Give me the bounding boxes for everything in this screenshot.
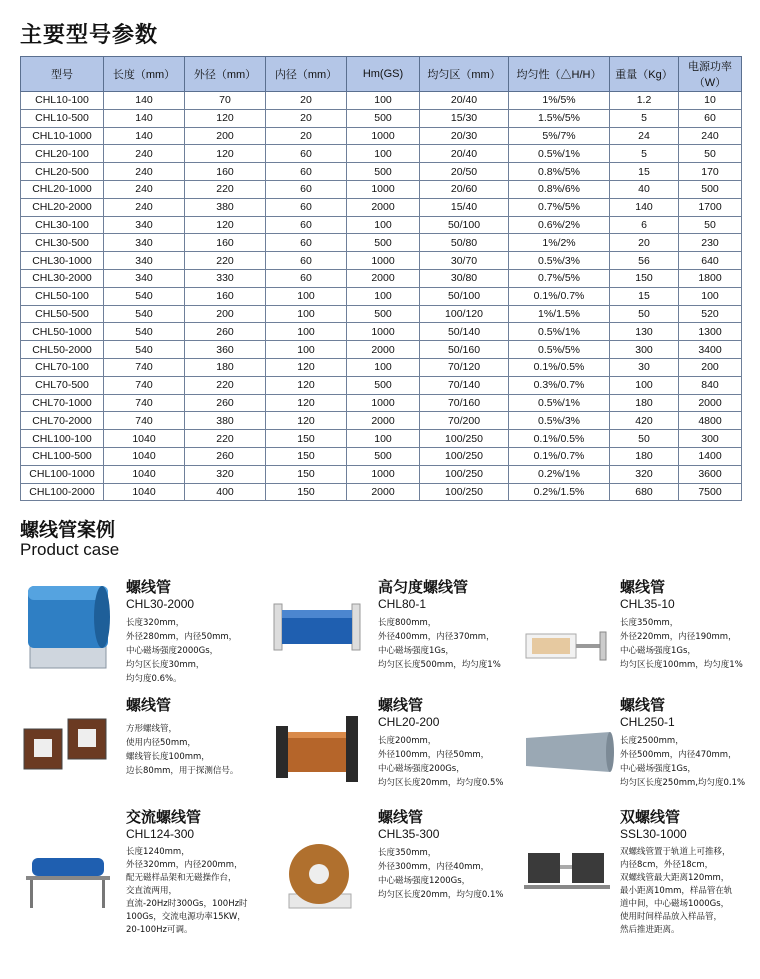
table-cell: CHL30-2000	[21, 269, 104, 287]
table-cell: 260	[185, 323, 266, 341]
table-cell: 1000	[347, 323, 420, 341]
table-cell: 120	[266, 376, 347, 394]
table-cell: 100	[610, 376, 679, 394]
table-row	[21, 145, 742, 163]
table-cell: 1000	[347, 180, 420, 198]
table-cell: 6	[610, 216, 679, 234]
table-cell: 540	[104, 305, 185, 323]
table-cell: 20/60	[420, 180, 509, 198]
table-cell: 40	[610, 180, 679, 198]
table-cell: 50/80	[420, 234, 509, 252]
table-cell: 0.5%/3%	[509, 412, 610, 430]
table-cell: 500	[347, 163, 420, 181]
case-card	[126, 808, 271, 937]
table-cell: 20	[266, 92, 347, 110]
table-cell: 100	[347, 92, 420, 110]
case-title: 螺线管	[378, 696, 424, 714]
table-cell: 0.2%/1%	[509, 465, 610, 483]
case-card	[620, 696, 758, 790]
case-desc: 长度1240mm， 外径320mm，内径200mm， 配无磁样品架和无磁操作台， 交直流两用， 直流-20Hz时300Gs，100Hz时 100Gs，交流电源功率15KW， 20-100Hz可调。	[126, 847, 248, 935]
table-cell: 100	[266, 305, 347, 323]
table-cell: 500	[347, 447, 420, 465]
table-cell: 240	[679, 127, 742, 145]
case-card	[126, 578, 266, 686]
col-header: Hm(GS)	[347, 57, 420, 92]
case-card	[378, 578, 528, 672]
table-cell: 380	[185, 412, 266, 430]
table-cell: 100	[347, 145, 420, 163]
table-cell: 60	[266, 145, 347, 163]
table-cell: 180	[610, 394, 679, 412]
case-model: SSL30-1000	[620, 827, 687, 841]
col-header: 均匀性（△H/H）	[509, 57, 610, 92]
case-desc: 长度350mm， 外径300mm，内径40mm， 中心磁场强度1200Gs， 均匀区长度20mm，均匀度0.1%	[378, 848, 504, 900]
col-header: 内径（mm）	[266, 57, 347, 92]
table-cell: CHL20-100	[21, 145, 104, 163]
table-cell: 240	[104, 145, 185, 163]
table-cell: 1040	[104, 430, 185, 448]
table-row	[21, 430, 742, 448]
table-cell: 100	[266, 341, 347, 359]
table-cell: 520	[679, 305, 742, 323]
table-cell: CHL10-500	[21, 109, 104, 127]
table-cell: 50/140	[420, 323, 509, 341]
table-cell: 100/250	[420, 465, 509, 483]
table-row	[21, 252, 742, 270]
table-cell: CHL50-500	[21, 305, 104, 323]
table-cell: 680	[610, 483, 679, 501]
table-cell: 50/100	[420, 216, 509, 234]
table-cell: 240	[104, 180, 185, 198]
table-cell: 1000	[347, 127, 420, 145]
case-title: 交流螺线管	[126, 808, 202, 826]
table-cell: CHL50-1000	[21, 323, 104, 341]
table-row	[21, 305, 742, 323]
table-cell: 140	[104, 92, 185, 110]
case-title: 螺线管	[378, 808, 424, 826]
copper-coil-image	[272, 712, 362, 787]
table-cell: CHL30-1000	[21, 252, 104, 270]
table-cell: 70/200	[420, 412, 509, 430]
table-cell: 20	[266, 127, 347, 145]
table-cell: 320	[185, 465, 266, 483]
table-cell: 3600	[679, 465, 742, 483]
table-cell: CHL10-100	[21, 92, 104, 110]
table-cell: 120	[185, 216, 266, 234]
table-row	[21, 92, 742, 110]
table-cell: 0.5%/3%	[509, 252, 610, 270]
table-cell: CHL70-2000	[21, 412, 104, 430]
table-cell: 140	[610, 198, 679, 216]
table-cell: 15/40	[420, 198, 509, 216]
table-cell: 1700	[679, 198, 742, 216]
table-cell: 20/50	[420, 163, 509, 181]
table-cell: 0.1%/0.5%	[509, 358, 610, 376]
table-cell: CHL50-2000	[21, 341, 104, 359]
table-cell: 500	[347, 376, 420, 394]
table-cell: 1%/5%	[509, 92, 610, 110]
table-cell: 0.1%/0.7%	[509, 447, 610, 465]
case-desc: 双螺线管置于轨道上可推移， 内径8cm，外径18cm， 双螺线管最大距离120mm， 最小距离10mm，样品管在轨 道中间，中心磁场1000Gs， 使用时间样品放入样品管， 然后推进距离。	[620, 847, 733, 935]
table-cell: 100	[679, 287, 742, 305]
table-cell: 150	[266, 430, 347, 448]
table-row	[21, 394, 742, 412]
table-row	[21, 287, 742, 305]
table-cell: 500	[347, 234, 420, 252]
table-cell: 2000	[347, 341, 420, 359]
table-cell: 100	[347, 430, 420, 448]
long-grey-tube-image	[522, 728, 614, 778]
ac-solenoid-table-image	[22, 848, 114, 910]
table-cell: 0.8%/6%	[509, 180, 610, 198]
table-cell: 56	[610, 252, 679, 270]
case-model: CHL35-10	[620, 597, 675, 611]
table-cell: 50	[610, 430, 679, 448]
table-cell: 0.8%/5%	[509, 163, 610, 181]
table-row	[21, 341, 742, 359]
case-title: 螺线管	[126, 696, 172, 714]
table-cell: 160	[185, 163, 266, 181]
table-cell: 1%/1.5%	[509, 305, 610, 323]
case-title: 螺线管	[126, 578, 172, 596]
table-cell: 2000	[347, 483, 420, 501]
table-cell: CHL100-100	[21, 430, 104, 448]
table-cell: 3400	[679, 341, 742, 359]
table-cell: 0.5%/1%	[509, 323, 610, 341]
table-cell: 1040	[104, 447, 185, 465]
table-cell: 240	[104, 163, 185, 181]
case-card	[126, 696, 266, 778]
table-cell: 200	[679, 358, 742, 376]
table-cell: 300	[679, 430, 742, 448]
table-cell: 50/160	[420, 341, 509, 359]
table-cell: 740	[104, 394, 185, 412]
table-cell: 300	[610, 341, 679, 359]
table-cell: 20/40	[420, 145, 509, 163]
table-cell: 740	[104, 412, 185, 430]
table-cell: 70	[185, 92, 266, 110]
col-header: 型号	[21, 57, 104, 92]
table-cell: 20/40	[420, 92, 509, 110]
table-cell: 0.5%/5%	[509, 341, 610, 359]
table-cell: CHL100-500	[21, 447, 104, 465]
table-cell: 1.2	[610, 92, 679, 110]
table-cell: 100	[266, 287, 347, 305]
table-cell: 20/30	[420, 127, 509, 145]
table-cell: CHL30-100	[21, 216, 104, 234]
table-cell: 540	[104, 287, 185, 305]
table-cell: 150	[266, 447, 347, 465]
section-title-cases: 螺线管案例	[20, 519, 116, 541]
table-cell: 420	[610, 412, 679, 430]
table-cell: CHL70-1000	[21, 394, 104, 412]
square-solenoid-image	[22, 715, 112, 775]
table-row	[21, 180, 742, 198]
table-cell: 180	[610, 447, 679, 465]
table-cell: 0.1%/0.5%	[509, 430, 610, 448]
table-row	[21, 483, 742, 501]
table-cell: 2000	[347, 198, 420, 216]
table-cell: 30/80	[420, 269, 509, 287]
table-cell: 50/100	[420, 287, 509, 305]
table-cell: 100	[347, 216, 420, 234]
case-desc: 长度2500mm， 外径500mm，内径470mm， 中心磁场强度1Gs， 均匀区长度250mm,均匀度0.1%	[620, 736, 746, 788]
table-cell: 0.3%/0.7%	[509, 376, 610, 394]
table-cell: 100	[347, 358, 420, 376]
table-cell: CHL70-500	[21, 376, 104, 394]
table-cell: 120	[266, 394, 347, 412]
table-cell: 70/160	[420, 394, 509, 412]
table-row	[21, 376, 742, 394]
table-cell: 500	[347, 305, 420, 323]
solenoid-blue-image	[22, 582, 114, 672]
table-cell: 170	[679, 163, 742, 181]
table-cell: 150	[266, 483, 347, 501]
table-cell: 120	[266, 358, 347, 376]
table-cell: 0.5%/1%	[509, 145, 610, 163]
table-cell: 130	[610, 323, 679, 341]
table-cell: 7500	[679, 483, 742, 501]
table-cell: 60	[266, 269, 347, 287]
table-row	[21, 447, 742, 465]
table-cell: 1040	[104, 483, 185, 501]
table-cell: 360	[185, 341, 266, 359]
table-cell: 60	[266, 252, 347, 270]
table-cell: 100/250	[420, 430, 509, 448]
case-model: CHL124-300	[126, 827, 195, 841]
table-cell: 220	[185, 376, 266, 394]
table-cell: 5	[610, 109, 679, 127]
table-cell: 5	[610, 145, 679, 163]
table-cell: 30	[610, 358, 679, 376]
table-cell: 120	[185, 109, 266, 127]
table-cell: 540	[104, 323, 185, 341]
table-cell: 400	[185, 483, 266, 501]
case-model: CHL35-300	[378, 827, 440, 841]
table-cell: 70/120	[420, 358, 509, 376]
table-row	[21, 323, 742, 341]
solenoid-frame-image	[522, 622, 612, 662]
case-model: CHL20-200	[378, 715, 440, 729]
table-cell: 380	[185, 198, 266, 216]
table-cell: 500	[347, 109, 420, 127]
table-cell: 200	[185, 305, 266, 323]
table-cell: 1300	[679, 323, 742, 341]
table-cell: 60	[266, 234, 347, 252]
table-cell: 2000	[679, 394, 742, 412]
table-cell: 160	[185, 234, 266, 252]
case-card	[620, 578, 758, 672]
table-cell: 60	[266, 216, 347, 234]
table-cell: 740	[104, 376, 185, 394]
table-cell: 15	[610, 287, 679, 305]
table-row	[21, 412, 742, 430]
brown-coil-image	[275, 838, 365, 913]
table-cell: CHL20-2000	[21, 198, 104, 216]
table-cell: 60	[266, 163, 347, 181]
table-cell: 160	[185, 287, 266, 305]
table-cell: 240	[104, 198, 185, 216]
section-title-params: 主要型号参数	[20, 23, 159, 48]
solenoid-long-blue-image	[272, 600, 362, 655]
case-card	[620, 808, 758, 937]
table-row	[21, 198, 742, 216]
table-cell: 120	[185, 145, 266, 163]
table-cell: 230	[679, 234, 742, 252]
case-desc: 长度350mm， 外径220mm，内径190mm， 中心磁场强度1Gs， 均匀区长度100mm，均匀度1%	[620, 618, 743, 670]
table-cell: 100	[347, 287, 420, 305]
table-cell: 340	[104, 252, 185, 270]
col-header: 重量（Kg）	[610, 57, 679, 92]
case-desc: 长度800mm， 外径400mm，内径370mm， 中心磁场强度1Gs， 均匀区长度500mm，均匀度1%	[378, 618, 501, 670]
table-cell: 140	[104, 109, 185, 127]
table-cell: 1400	[679, 447, 742, 465]
case-card	[378, 696, 528, 790]
table-cell: 50	[679, 216, 742, 234]
table-cell: 10	[679, 92, 742, 110]
table-row	[21, 269, 742, 287]
table-cell: 330	[185, 269, 266, 287]
table-cell: 200	[185, 127, 266, 145]
table-cell: 5%/7%	[509, 127, 610, 145]
table-row	[21, 163, 742, 181]
case-title: 高匀度螺线管	[378, 578, 469, 596]
table-cell: 540	[104, 341, 185, 359]
table-cell: 180	[185, 358, 266, 376]
table-cell: 50	[610, 305, 679, 323]
table-cell: 220	[185, 430, 266, 448]
table-cell: CHL100-2000	[21, 483, 104, 501]
table-cell: 50	[679, 145, 742, 163]
table-cell: 1800	[679, 269, 742, 287]
table-row	[21, 216, 742, 234]
table-cell: 1000	[347, 394, 420, 412]
col-header: 外径（mm）	[185, 57, 266, 92]
table-cell: 70/140	[420, 376, 509, 394]
table-cell: CHL70-100	[21, 358, 104, 376]
table-cell: 60	[679, 109, 742, 127]
double-solenoid-image	[522, 845, 612, 897]
table-cell: 15/30	[420, 109, 509, 127]
table-cell: 150	[266, 465, 347, 483]
case-desc: 长度200mm， 外径100mm，内径50mm， 中心磁场强度200Gs， 均匀区长度20mm，均匀度0.5%	[378, 736, 504, 788]
table-cell: 1000	[347, 465, 420, 483]
table-cell: 30/70	[420, 252, 509, 270]
table-cell: 100/250	[420, 483, 509, 501]
table-cell: 15	[610, 163, 679, 181]
table-cell: 0.2%/1.5%	[509, 483, 610, 501]
table-cell: 140	[104, 127, 185, 145]
case-desc: 方形螺线管， 使用内径50mm， 螺线管长度100mm， 边长80mm，用于探测信号。	[126, 724, 239, 776]
table-cell: CHL100-1000	[21, 465, 104, 483]
params-table	[20, 56, 742, 501]
table-cell: 60	[266, 198, 347, 216]
table-cell: 100	[266, 323, 347, 341]
col-header: 长度（mm）	[104, 57, 185, 92]
table-cell: 0.5%/1%	[509, 394, 610, 412]
table-cell: CHL30-500	[21, 234, 104, 252]
table-cell: CHL20-1000	[21, 180, 104, 198]
table-cell: 260	[185, 394, 266, 412]
case-desc: 长度320mm， 外径280mm，内径50mm， 中心磁场强度2000Gs， 均匀区长度30mm， 均匀度0.6%。	[126, 618, 238, 684]
table-row	[21, 127, 742, 145]
col-header: 电源功率（W）	[679, 57, 742, 92]
table-cell: 260	[185, 447, 266, 465]
table-cell: 60	[266, 180, 347, 198]
section-subtitle-cases: Product case	[20, 540, 120, 559]
table-cell: CHL20-500	[21, 163, 104, 181]
table-cell: 20	[266, 109, 347, 127]
case-model: CHL30-2000	[126, 597, 195, 611]
table-cell: 120	[266, 412, 347, 430]
table-header-row	[21, 57, 742, 92]
table-cell: 220	[185, 180, 266, 198]
table-cell: 0.7%/5%	[509, 198, 610, 216]
table-cell: 24	[610, 127, 679, 145]
table-cell: 340	[104, 216, 185, 234]
table-cell: 500	[679, 180, 742, 198]
table-cell: 340	[104, 269, 185, 287]
col-header: 均匀区（mm）	[420, 57, 509, 92]
table-row	[21, 358, 742, 376]
table-cell: 0.1%/0.7%	[509, 287, 610, 305]
table-cell: 20	[610, 234, 679, 252]
table-cell: CHL50-100	[21, 287, 104, 305]
table-row	[21, 234, 742, 252]
case-title: 螺线管	[620, 696, 666, 714]
table-cell: 100/120	[420, 305, 509, 323]
case-card	[378, 808, 528, 902]
table-cell: 1000	[347, 252, 420, 270]
table-cell: 150	[610, 269, 679, 287]
table-cell: 100/250	[420, 447, 509, 465]
case-model: CHL250-1	[620, 715, 675, 729]
table-cell: 1%/2%	[509, 234, 610, 252]
case-title: 螺线管	[620, 578, 666, 596]
table-cell: 2000	[347, 412, 420, 430]
table-cell: 220	[185, 252, 266, 270]
case-model: CHL80-1	[378, 597, 427, 611]
table-cell: 0.7%/5%	[509, 269, 610, 287]
table-cell: 340	[104, 234, 185, 252]
table-cell: 740	[104, 358, 185, 376]
table-cell: 2000	[347, 269, 420, 287]
table-cell: 4800	[679, 412, 742, 430]
table-cell: 1040	[104, 465, 185, 483]
table-cell: 320	[610, 465, 679, 483]
case-title: 双螺线管	[620, 808, 681, 826]
table-row	[21, 109, 742, 127]
table-cell: CHL10-1000	[21, 127, 104, 145]
table-cell: 0.6%/2%	[509, 216, 610, 234]
table-row	[21, 465, 742, 483]
table-cell: 640	[679, 252, 742, 270]
table-cell: 840	[679, 376, 742, 394]
table-cell: 1.5%/5%	[509, 109, 610, 127]
